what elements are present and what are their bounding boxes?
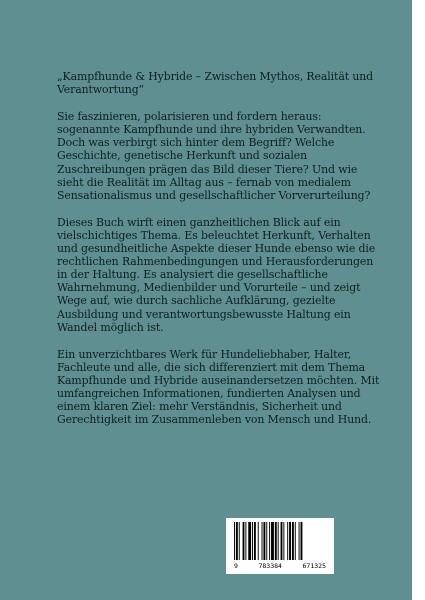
barcode-bar [258, 522, 259, 560]
barcode-bar [263, 522, 265, 560]
barcode-bar [254, 522, 256, 560]
blurb-paragraph-intro: Sie faszinieren, polarisieren und fordern heraus: sogenannte Kampfhunde und ihre hybriden Verwandten. Doch was verbirgt sich hinter dem Begriff? Welche Geschichte, genetische Herkunft und sozialen Zuschreibungen prägen das Bild dieser Tiere? Und wie sieht die Realität im Alltag aus – fernab von medialem Sensationalismus und gesellschaftlicher Vorverurteilung? [57, 110, 371, 202]
barcode-bar [287, 522, 288, 560]
barcode-bar [269, 522, 270, 560]
blurb-text-block [57, 70, 382, 440]
isbn-barcode [226, 518, 334, 574]
barcode-bar [252, 522, 253, 560]
barcode-bar [301, 522, 303, 560]
barcode-bar [239, 522, 240, 560]
barcode-bar [245, 522, 246, 560]
barcode-bar [295, 522, 296, 560]
barcode-bar [248, 522, 251, 560]
blurb-paragraph-audience: Ein unverzichtbares Werk für Hundeliebhaber, Halter, Fachleute und alle, die sich differenziert mit dem Thema Kampfhunde und Hybride auseinandersetzen möchten. Mit umfangreichen Informationen, fundierten Analysen und einem klaren Ziel: mehr Verständnis, Sicherheit und Gerechtigkeit im Zusammenleben von Mensch und Hund. [57, 347, 380, 427]
barcode-bar [236, 522, 238, 560]
barcode-bar [243, 522, 245, 560]
barcode-digit-group-left: 783384 [258, 562, 282, 570]
barcode-bar [299, 522, 300, 560]
barcode-bar [281, 522, 283, 560]
barcode-digit-group-right: 671325 [302, 562, 326, 570]
barcode-bar [271, 522, 274, 560]
barcode-bar [234, 522, 235, 560]
barcode-bars [232, 522, 328, 560]
barcode-bar [278, 522, 279, 560]
barcode-bar [289, 522, 291, 560]
blurb-headline: „Kampfhunde & Hybride – Zwischen Mythos, Realität und Verantwortung“ [57, 70, 374, 97]
barcode-digit-lead: 9 [234, 562, 238, 570]
barcode-bar [292, 522, 294, 560]
barcode-bar [266, 522, 267, 560]
barcode-bar [283, 522, 284, 560]
barcode-bar [262, 522, 263, 560]
barcode-number [232, 562, 328, 570]
barcode-bar [275, 522, 277, 560]
blurb-paragraph-overview: Dieses Buch wirft einen ganzheitlichen Blick auf ein vielschichtiges Thema. Es beleuchtet Herkunft, Verhalten und gesundheitliche Aspekte dieser Hunde ebenso wie die rechtlichen Rahmenbedingungen und Herausforderungen in der Haltung. Es analysiert die gesellschaftliche Wahrnehmung, Medienbilder und Vorurteile – und zeigt Wege auf, wie durch sachliche Aufklärung, gezielte Ausbildung und verantwortungsbewusste Haltung ein Wandel möglich ist. [57, 215, 376, 334]
